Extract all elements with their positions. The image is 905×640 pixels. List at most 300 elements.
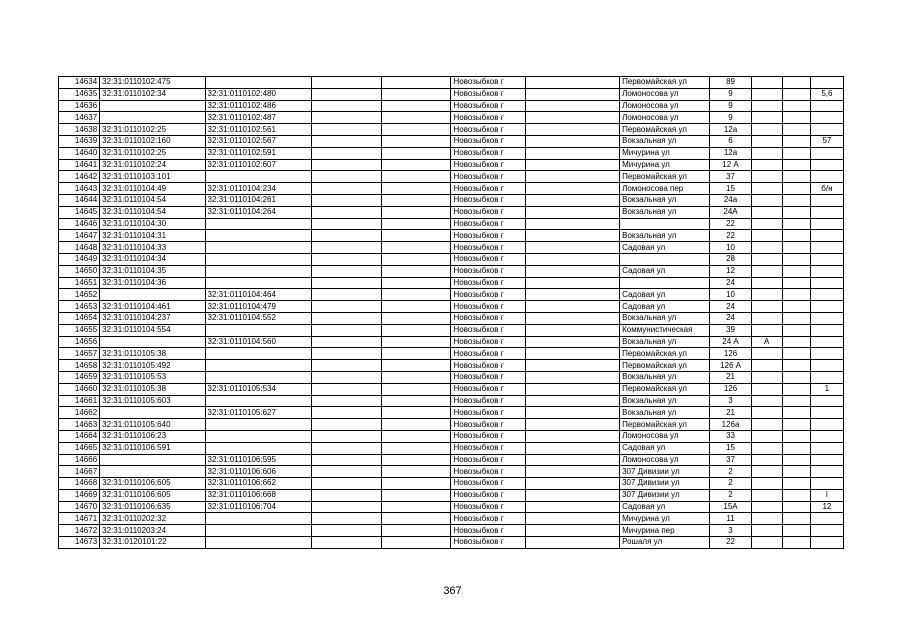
cell-col-4 xyxy=(311,183,381,195)
cell-col-11 xyxy=(782,88,810,100)
cell-col-11 xyxy=(782,395,810,407)
cell-col-11 xyxy=(782,253,810,265)
cell-col-5 xyxy=(382,513,451,525)
cell-cadastral-number: 32:31:0110102:25 xyxy=(100,124,205,136)
cell-apartment: 1 xyxy=(810,383,843,395)
cell-house-number: 12а xyxy=(710,124,751,136)
cell-building-cadastral-number: 32:31:0110104:261 xyxy=(205,194,311,206)
cell-apartment xyxy=(810,395,843,407)
cell-col-11 xyxy=(782,265,810,277)
cell-street: Вокзальная ул xyxy=(620,336,710,348)
cell-city: Новозыбков г xyxy=(451,419,525,431)
cell-building-letter xyxy=(751,112,782,124)
cell-col-7 xyxy=(525,360,619,372)
cell-cadastral-number: 32:31:0110104:34 xyxy=(100,253,205,265)
cell-cadastral-number: 32:31:0110105:53 xyxy=(100,371,205,383)
cell-apartment xyxy=(810,242,843,254)
cell-apartment xyxy=(810,312,843,324)
cell-col-4 xyxy=(311,324,381,336)
cell-col-7 xyxy=(525,100,619,112)
cell-building-cadastral-number xyxy=(205,230,311,242)
cell-building-letter xyxy=(751,525,782,537)
cell-city: Новозыбков г xyxy=(451,312,525,324)
table-row xyxy=(59,77,844,89)
cell-row-number: 14636 xyxy=(59,100,100,112)
cell-col-11 xyxy=(782,289,810,301)
cell-col-4 xyxy=(311,525,381,537)
table-row xyxy=(59,371,844,383)
cell-cadastral-number: 32:31:0110102:24 xyxy=(100,159,205,171)
cell-cadastral-number: 32:31:0110102:475 xyxy=(100,77,205,89)
cell-apartment xyxy=(810,124,843,136)
cell-col-5 xyxy=(382,478,451,490)
cell-row-number: 14664 xyxy=(59,430,100,442)
cell-col-4 xyxy=(311,253,381,265)
cell-row-number: 14672 xyxy=(59,525,100,537)
cell-col-11 xyxy=(782,277,810,289)
cell-col-11 xyxy=(782,371,810,383)
cell-street: Первомайская ул xyxy=(620,348,710,360)
cell-col-11 xyxy=(782,430,810,442)
cell-house-number: 10 xyxy=(710,289,751,301)
cell-building-cadastral-number: 32:31:0110106:704 xyxy=(205,501,311,513)
table-row xyxy=(59,312,844,324)
cell-cadastral-number: 32:31:0110202:32 xyxy=(100,513,205,525)
page-number: 367 xyxy=(443,585,462,597)
table-row xyxy=(59,489,844,501)
cell-apartment xyxy=(810,371,843,383)
cell-apartment: 57 xyxy=(810,135,843,147)
cell-col-4 xyxy=(311,312,381,324)
cell-building-cadastral-number xyxy=(205,360,311,372)
cell-street xyxy=(620,218,710,230)
registry-table xyxy=(58,76,844,549)
cell-house-number: 9 xyxy=(710,100,751,112)
cell-cadastral-number xyxy=(100,454,205,466)
cell-street: Вокзальная ул xyxy=(620,206,710,218)
cell-cadastral-number: 32:31:0110106:591 xyxy=(100,442,205,454)
cell-row-number: 14667 xyxy=(59,466,100,478)
cell-apartment xyxy=(810,442,843,454)
cell-col-7 xyxy=(525,501,619,513)
cell-col-4 xyxy=(311,478,381,490)
cell-col-7 xyxy=(525,171,619,183)
cell-col-7 xyxy=(525,206,619,218)
cell-house-number: 15 xyxy=(710,442,751,454)
table-row xyxy=(59,277,844,289)
cell-city: Новозыбков г xyxy=(451,230,525,242)
cell-street: Вокзальная ул xyxy=(620,371,710,383)
cell-col-11 xyxy=(782,525,810,537)
cell-building-letter xyxy=(751,77,782,89)
cell-building-cadastral-number xyxy=(205,253,311,265)
table-row xyxy=(59,501,844,513)
cell-house-number: 24 xyxy=(710,277,751,289)
cell-apartment xyxy=(810,466,843,478)
cell-city: Новозыбков г xyxy=(451,253,525,265)
cell-col-4 xyxy=(311,218,381,230)
cell-col-11 xyxy=(782,454,810,466)
cell-city: Новозыбков г xyxy=(451,135,525,147)
cell-col-11 xyxy=(782,112,810,124)
table-row xyxy=(59,301,844,313)
cell-col-5 xyxy=(382,124,451,136)
cell-row-number: 14634 xyxy=(59,77,100,89)
cell-row-number: 14637 xyxy=(59,112,100,124)
cell-col-4 xyxy=(311,513,381,525)
cell-col-4 xyxy=(311,501,381,513)
cell-col-7 xyxy=(525,124,619,136)
cell-house-number: 126 А xyxy=(710,360,751,372)
cell-building-cadastral-number xyxy=(205,171,311,183)
cell-col-7 xyxy=(525,407,619,419)
table-row xyxy=(59,265,844,277)
cell-col-5 xyxy=(382,277,451,289)
cell-house-number: 3 xyxy=(710,525,751,537)
cell-col-11 xyxy=(782,442,810,454)
cell-street: Мичурина ул xyxy=(620,513,710,525)
table-row xyxy=(59,454,844,466)
cell-house-number: 15А xyxy=(710,501,751,513)
cell-street: Рошаля ул xyxy=(620,537,710,549)
cell-col-4 xyxy=(311,171,381,183)
cell-apartment xyxy=(810,218,843,230)
cell-building-cadastral-number xyxy=(205,277,311,289)
cell-col-11 xyxy=(782,218,810,230)
cell-city: Новозыбков г xyxy=(451,265,525,277)
cell-row-number: 14645 xyxy=(59,206,100,218)
cell-city: Новозыбков г xyxy=(451,430,525,442)
cell-building-cadastral-number: 32:31:0110102:567 xyxy=(205,135,311,147)
cell-building-letter xyxy=(751,289,782,301)
cell-cadastral-number xyxy=(100,336,205,348)
cell-building-cadastral-number: 32:31:0110104:264 xyxy=(205,206,311,218)
cell-cadastral-number: 32:31:0110105:640 xyxy=(100,419,205,431)
cell-building-cadastral-number: 32:31:0110106:668 xyxy=(205,489,311,501)
cell-col-7 xyxy=(525,419,619,431)
table-row xyxy=(59,124,844,136)
table-row xyxy=(59,242,844,254)
cell-building-letter xyxy=(751,159,782,171)
cell-row-number: 14656 xyxy=(59,336,100,348)
cell-row-number: 14666 xyxy=(59,454,100,466)
cell-building-letter xyxy=(751,501,782,513)
cell-building-letter xyxy=(751,383,782,395)
cell-col-11 xyxy=(782,135,810,147)
cell-house-number: 2 xyxy=(710,489,751,501)
cell-apartment xyxy=(810,112,843,124)
cell-col-11 xyxy=(782,501,810,513)
cell-col-4 xyxy=(311,419,381,431)
cell-col-5 xyxy=(382,395,451,407)
cell-cadastral-number xyxy=(100,289,205,301)
cell-col-7 xyxy=(525,324,619,336)
cell-street: Первомайская ул xyxy=(620,419,710,431)
cell-col-7 xyxy=(525,395,619,407)
cell-row-number: 14641 xyxy=(59,159,100,171)
cell-row-number: 14655 xyxy=(59,324,100,336)
cell-row-number: 14647 xyxy=(59,230,100,242)
cell-row-number: 14661 xyxy=(59,395,100,407)
cell-col-5 xyxy=(382,419,451,431)
table-row xyxy=(59,230,844,242)
cell-col-11 xyxy=(782,489,810,501)
table-row xyxy=(59,194,844,206)
cell-col-4 xyxy=(311,159,381,171)
cell-apartment xyxy=(810,525,843,537)
cell-building-letter xyxy=(751,312,782,324)
cell-street: 307 Дивизии ул xyxy=(620,478,710,490)
cell-cadastral-number xyxy=(100,112,205,124)
cell-building-cadastral-number xyxy=(205,537,311,549)
cell-col-7 xyxy=(525,430,619,442)
cell-col-5 xyxy=(382,253,451,265)
cell-row-number: 14644 xyxy=(59,194,100,206)
cell-building-cadastral-number: 32:31:0110102:487 xyxy=(205,112,311,124)
cell-cadastral-number: 32:31:0110104:33 xyxy=(100,242,205,254)
cell-cadastral-number: 32:31:0110105:492 xyxy=(100,360,205,372)
cell-cadastral-number: 32:31:0110104:30 xyxy=(100,218,205,230)
cell-building-cadastral-number: 32:31:0110104:479 xyxy=(205,301,311,313)
cell-building-cadastral-number: 32:31:0110104:234 xyxy=(205,183,311,195)
cell-street: Садовая ул xyxy=(620,501,710,513)
cell-cadastral-number xyxy=(100,466,205,478)
cell-building-cadastral-number: 32:31:0110102:561 xyxy=(205,124,311,136)
cell-col-5 xyxy=(382,194,451,206)
cell-street: Ломоносова ул xyxy=(620,112,710,124)
cell-col-5 xyxy=(382,112,451,124)
cell-street: Ломоносова ул xyxy=(620,430,710,442)
cell-cadastral-number: 32:31:0110102:160 xyxy=(100,135,205,147)
cell-city: Новозыбков г xyxy=(451,124,525,136)
cell-cadastral-number: 32:31:0110106:605 xyxy=(100,478,205,490)
cell-building-cadastral-number: 32:31:0110106:595 xyxy=(205,454,311,466)
cell-col-7 xyxy=(525,147,619,159)
table-row xyxy=(59,442,844,454)
cell-city: Новозыбков г xyxy=(451,218,525,230)
cell-col-11 xyxy=(782,336,810,348)
cell-cadastral-number: 32:31:0110106:635 xyxy=(100,501,205,513)
cell-col-11 xyxy=(782,537,810,549)
table-row xyxy=(59,430,844,442)
cell-city: Новозыбков г xyxy=(451,537,525,549)
cell-col-7 xyxy=(525,371,619,383)
cell-col-4 xyxy=(311,407,381,419)
cell-building-cadastral-number xyxy=(205,430,311,442)
cell-house-number: 37 xyxy=(710,171,751,183)
cell-col-11 xyxy=(782,230,810,242)
cell-col-5 xyxy=(382,289,451,301)
table-row xyxy=(59,513,844,525)
cell-row-number: 14650 xyxy=(59,265,100,277)
cell-building-letter: А xyxy=(751,336,782,348)
cell-col-4 xyxy=(311,360,381,372)
cell-col-11 xyxy=(782,407,810,419)
cell-house-number: 24а xyxy=(710,194,751,206)
cell-cadastral-number: 32:31:0110102:34 xyxy=(100,88,205,100)
cell-building-cadastral-number: 32:31:0110102:607 xyxy=(205,159,311,171)
cell-col-5 xyxy=(382,336,451,348)
cell-apartment xyxy=(810,171,843,183)
cell-city: Новозыбков г xyxy=(451,383,525,395)
cell-city: Новозыбков г xyxy=(451,525,525,537)
cell-col-5 xyxy=(382,489,451,501)
cell-street: Вокзальная ул xyxy=(620,194,710,206)
cell-cadastral-number: 32:31:0110105:38 xyxy=(100,348,205,360)
cell-col-11 xyxy=(782,312,810,324)
cell-house-number: 33 xyxy=(710,430,751,442)
cell-apartment: I xyxy=(810,489,843,501)
cell-col-5 xyxy=(382,218,451,230)
cell-building-letter xyxy=(751,88,782,100)
cell-city: Новозыбков г xyxy=(451,301,525,313)
cell-cadastral-number: 32:31:0110104:54 xyxy=(100,206,205,218)
cell-city: Новозыбков г xyxy=(451,407,525,419)
table-row xyxy=(59,171,844,183)
cell-city: Новозыбков г xyxy=(451,501,525,513)
cell-col-7 xyxy=(525,537,619,549)
cell-building-letter xyxy=(751,124,782,136)
cell-apartment xyxy=(810,253,843,265)
table-row xyxy=(59,159,844,171)
cell-city: Новозыбков г xyxy=(451,171,525,183)
cell-city: Новозыбков г xyxy=(451,478,525,490)
cell-city: Новозыбков г xyxy=(451,360,525,372)
cell-street: Мичурина ул xyxy=(620,159,710,171)
cell-col-5 xyxy=(382,230,451,242)
cell-col-4 xyxy=(311,371,381,383)
cell-cadastral-number: 32:31:0110104:237 xyxy=(100,312,205,324)
cell-street: Садовая ул xyxy=(620,442,710,454)
cell-col-11 xyxy=(782,360,810,372)
cell-building-letter xyxy=(751,230,782,242)
table-row xyxy=(59,407,844,419)
cell-house-number: 24 А xyxy=(710,336,751,348)
cell-row-number: 14649 xyxy=(59,253,100,265)
cell-col-7 xyxy=(525,253,619,265)
cell-building-cadastral-number xyxy=(205,513,311,525)
cell-apartment xyxy=(810,206,843,218)
cell-cadastral-number: 32:31:0120101:22 xyxy=(100,537,205,549)
cell-col-7 xyxy=(525,277,619,289)
cell-col-7 xyxy=(525,289,619,301)
cell-building-letter xyxy=(751,253,782,265)
cell-col-5 xyxy=(382,430,451,442)
cell-col-5 xyxy=(382,77,451,89)
cell-building-cadastral-number: 32:31:0110102:480 xyxy=(205,88,311,100)
cell-building-letter xyxy=(751,419,782,431)
cell-col-7 xyxy=(525,312,619,324)
cell-row-number: 14663 xyxy=(59,419,100,431)
cell-apartment xyxy=(810,537,843,549)
cell-house-number: 28 xyxy=(710,253,751,265)
cell-row-number: 14652 xyxy=(59,289,100,301)
cell-col-7 xyxy=(525,77,619,89)
cell-col-4 xyxy=(311,348,381,360)
cell-row-number: 14654 xyxy=(59,312,100,324)
cell-col-4 xyxy=(311,88,381,100)
cell-building-letter xyxy=(751,478,782,490)
cell-col-5 xyxy=(382,265,451,277)
cell-street: Первомайская ул xyxy=(620,383,710,395)
cell-col-7 xyxy=(525,336,619,348)
cell-col-11 xyxy=(782,194,810,206)
cell-building-letter xyxy=(751,183,782,195)
cell-row-number: 14657 xyxy=(59,348,100,360)
cell-city: Новозыбков г xyxy=(451,147,525,159)
cell-col-7 xyxy=(525,478,619,490)
cell-house-number: 12 xyxy=(710,265,751,277)
cell-building-cadastral-number: 32:31:0110102:486 xyxy=(205,100,311,112)
cell-street: Садовая ул xyxy=(620,265,710,277)
cell-street: Ломоносова пер xyxy=(620,183,710,195)
cell-building-cadastral-number xyxy=(205,371,311,383)
cell-street: Вокзальная ул xyxy=(620,135,710,147)
cell-cadastral-number xyxy=(100,100,205,112)
cell-col-4 xyxy=(311,112,381,124)
cell-street: Мичурина ул xyxy=(620,147,710,159)
cell-street: Первомайская ул xyxy=(620,360,710,372)
cell-city: Новозыбков г xyxy=(451,277,525,289)
cell-building-letter xyxy=(751,489,782,501)
table-row xyxy=(59,112,844,124)
cell-col-5 xyxy=(382,537,451,549)
cell-house-number: 22 xyxy=(710,230,751,242)
cell-col-4 xyxy=(311,383,381,395)
cell-building-letter xyxy=(751,147,782,159)
cell-house-number: 21 xyxy=(710,407,751,419)
cell-col-7 xyxy=(525,112,619,124)
cell-house-number: 11 xyxy=(710,513,751,525)
cell-building-letter xyxy=(751,466,782,478)
cell-apartment xyxy=(810,419,843,431)
table-row xyxy=(59,525,844,537)
cell-row-number: 14660 xyxy=(59,383,100,395)
cell-col-4 xyxy=(311,289,381,301)
cell-building-cadastral-number xyxy=(205,395,311,407)
cell-col-7 xyxy=(525,159,619,171)
cell-house-number: 9 xyxy=(710,112,751,124)
cell-building-letter xyxy=(751,206,782,218)
cell-cadastral-number: 32:31:0110103:101 xyxy=(100,171,205,183)
cell-street: Первомайская ул xyxy=(620,77,710,89)
table-row xyxy=(59,135,844,147)
cell-cadastral-number: 32:31:0110203:24 xyxy=(100,525,205,537)
cell-street: Первомайская ул xyxy=(620,171,710,183)
cell-col-11 xyxy=(782,478,810,490)
cell-col-4 xyxy=(311,124,381,136)
cell-col-4 xyxy=(311,442,381,454)
cell-building-letter xyxy=(751,454,782,466)
cell-building-letter xyxy=(751,348,782,360)
cell-house-number: 126а xyxy=(710,419,751,431)
cell-col-5 xyxy=(382,88,451,100)
cell-street: 307 Дивизии ул xyxy=(620,466,710,478)
cell-row-number: 14673 xyxy=(59,537,100,549)
cell-row-number: 14653 xyxy=(59,301,100,313)
cell-house-number: 24А xyxy=(710,206,751,218)
cell-cadastral-number: 32:31:0110104:554 xyxy=(100,324,205,336)
cell-col-7 xyxy=(525,383,619,395)
cell-street: Вокзальная ул xyxy=(620,230,710,242)
cell-apartment xyxy=(810,230,843,242)
table-row xyxy=(59,383,844,395)
cell-col-5 xyxy=(382,312,451,324)
cell-apartment xyxy=(810,159,843,171)
cell-building-cadastral-number xyxy=(205,442,311,454)
cell-col-4 xyxy=(311,537,381,549)
cell-col-4 xyxy=(311,466,381,478)
